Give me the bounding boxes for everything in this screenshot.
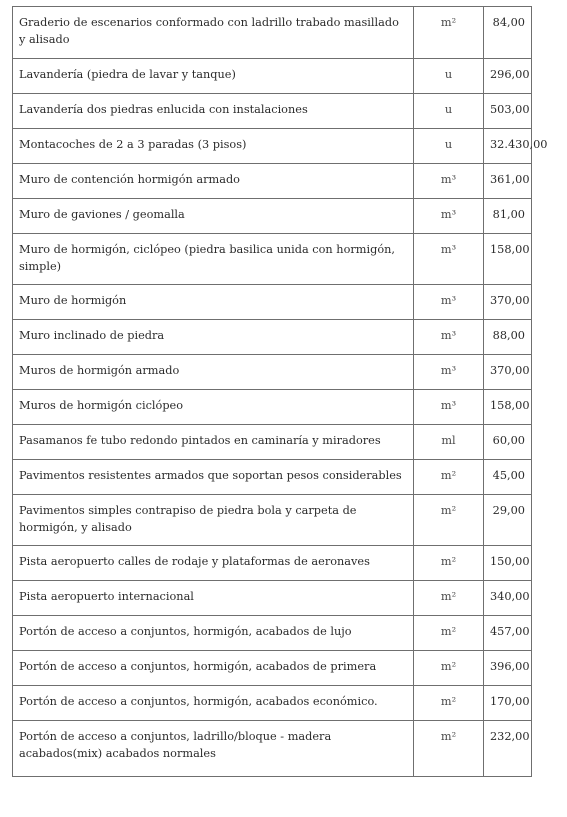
- row-unit: ml: [414, 425, 484, 460]
- row-price: 29,00: [484, 495, 532, 546]
- table-row: [13, 390, 532, 425]
- table-row: [13, 616, 532, 651]
- row-unit: m³: [414, 390, 484, 425]
- row-unit: m²: [414, 460, 484, 495]
- row-unit: m²: [414, 581, 484, 616]
- row-description: Muro de contención hormigón armado: [13, 164, 414, 199]
- row-unit: m³: [414, 199, 484, 234]
- row-description: Muro inclinado de piedra: [13, 320, 414, 355]
- row-price: 84,00: [484, 7, 532, 59]
- table-row: [13, 199, 532, 234]
- row-description: Portón de acceso a conjuntos, hormigón, acabados de primera: [13, 651, 414, 686]
- table-row: [13, 94, 532, 129]
- table-row: [13, 129, 532, 164]
- table-row: [13, 581, 532, 616]
- table-row: [13, 164, 532, 199]
- row-unit: m²: [414, 7, 484, 59]
- table-row: [13, 721, 532, 777]
- row-unit: m²: [414, 546, 484, 581]
- row-price: 170,00: [484, 686, 532, 721]
- row-unit: m³: [414, 234, 484, 285]
- row-unit: m²: [414, 616, 484, 651]
- row-price: 503,00: [484, 94, 532, 129]
- table-row: [13, 234, 532, 285]
- row-price: 158,00: [484, 390, 532, 425]
- row-description: Portón de acceso a conjuntos, hormigón, acabados económico.: [13, 686, 414, 721]
- row-price: 32.430,00: [484, 129, 532, 164]
- row-price: 370,00: [484, 285, 532, 320]
- row-price: 60,00: [484, 425, 532, 460]
- row-description: Pista aeropuerto internacional: [13, 581, 414, 616]
- row-price: 361,00: [484, 164, 532, 199]
- row-description: Pista aeropuerto calles de rodaje y plataformas de aeronaves: [13, 546, 414, 581]
- row-price: 81,00: [484, 199, 532, 234]
- row-unit: m³: [414, 285, 484, 320]
- row-unit: m³: [414, 164, 484, 199]
- row-price: 370,00: [484, 355, 532, 390]
- table-row: [13, 686, 532, 721]
- table-row: [13, 460, 532, 495]
- row-price: 45,00: [484, 460, 532, 495]
- row-price: 396,00: [484, 651, 532, 686]
- table-row: [13, 7, 532, 59]
- row-description: Muro de hormigón, ciclópeo (piedra basilica unida con hormigón, simple): [13, 234, 414, 285]
- row-unit: m²: [414, 495, 484, 546]
- row-description: Pasamanos fe tubo redondo pintados en caminaría y miradores: [13, 425, 414, 460]
- row-description: Montacoches de 2 a 3 paradas (3 pisos): [13, 129, 414, 164]
- row-unit: m²: [414, 686, 484, 721]
- row-description: Pavimentos resistentes armados que soportan pesos considerables: [13, 460, 414, 495]
- row-description: Portón de acceso a conjuntos, hormigón, acabados de lujo: [13, 616, 414, 651]
- row-description: Muro de gaviones / geomalla: [13, 199, 414, 234]
- row-unit: u: [414, 59, 484, 94]
- row-description: Muro de hormigón: [13, 285, 414, 320]
- table-row: [13, 546, 532, 581]
- row-price: 340,00: [484, 581, 532, 616]
- table-row: [13, 425, 532, 460]
- table-row: [13, 320, 532, 355]
- unit-price-table: [12, 6, 548, 777]
- row-price: 88,00: [484, 320, 532, 355]
- row-price: 296,00: [484, 59, 532, 94]
- row-unit: m³: [414, 320, 484, 355]
- row-description: Graderio de escenarios conformado con ladrillo trabado masillado y alisado: [13, 7, 414, 59]
- row-unit: u: [414, 129, 484, 164]
- row-unit: m³: [414, 355, 484, 390]
- table-row: [13, 285, 532, 320]
- row-price: 150,00: [484, 546, 532, 581]
- row-price: 158,00: [484, 234, 532, 285]
- table-row: [13, 59, 532, 94]
- row-unit: u: [414, 94, 484, 129]
- row-unit: m²: [414, 721, 484, 777]
- row-description: Portón de acceso a conjuntos, ladrillo/bloque - madera acabados(mix) acabados normales: [13, 721, 414, 777]
- row-price: 232,00: [484, 721, 532, 777]
- table-row: [13, 355, 532, 390]
- row-description: Lavandería dos piedras enlucida con instalaciones: [13, 94, 414, 129]
- row-description: Muros de hormigón ciclópeo: [13, 390, 414, 425]
- row-unit: m²: [414, 651, 484, 686]
- row-description: Muros de hormigón armado: [13, 355, 414, 390]
- table-row: [13, 651, 532, 686]
- row-description: Lavandería (piedra de lavar y tanque): [13, 59, 414, 94]
- table-row: [13, 495, 532, 546]
- row-price: 457,00: [484, 616, 532, 651]
- row-description: Pavimentos simples contrapiso de piedra bola y carpeta de hormigón, y alisado: [13, 495, 414, 546]
